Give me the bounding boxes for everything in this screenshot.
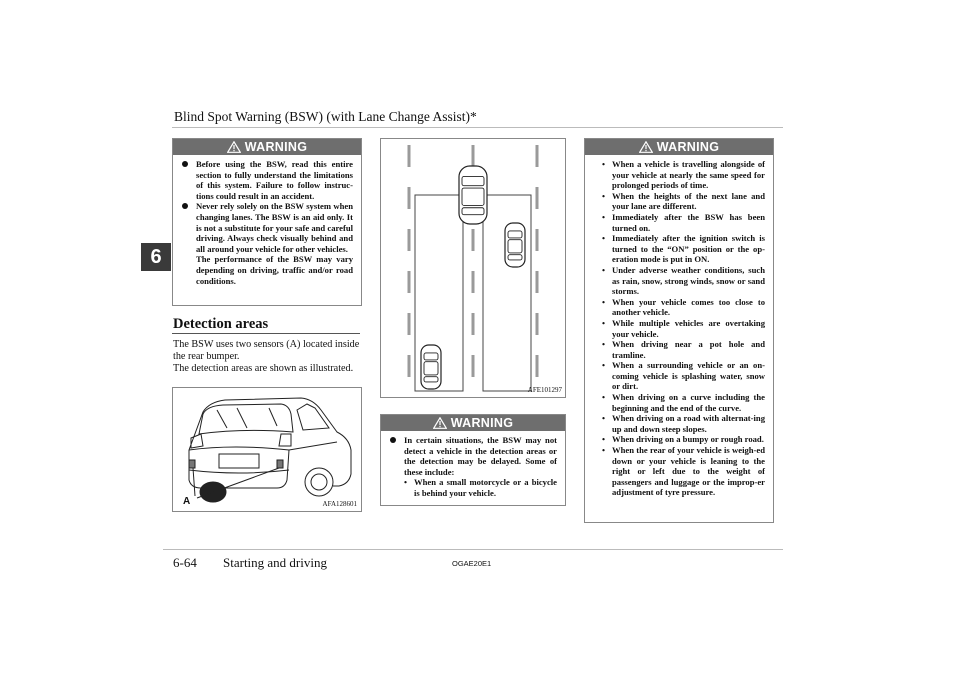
body-paragraph-2: The detection areas are shown as illustrated. — [173, 363, 354, 374]
warning-item: • When driving on a curve including the beginning and the end of the curve. — [601, 392, 765, 413]
chapter-tab: 6 — [141, 243, 171, 271]
warning-body — [173, 155, 361, 292]
rear-car-illustration — [172, 387, 362, 512]
header-divider — [172, 127, 783, 128]
warning-note: The performance of the BSW may vary depending on driving, traffic and/or road conditions. — [196, 254, 353, 286]
warning-triangle-icon — [227, 141, 241, 153]
warning-triangle-icon — [433, 417, 447, 429]
vehicle-left-lane — [421, 345, 441, 389]
warning-item: Never rely solely on the BSW system when changing lanes. The BSW is an aid only. It is not a substitute for your safe and careful driving. Always check visually behind and all around your vehicle for other vehicles. — [181, 201, 353, 254]
document-code: OGAE20E1 — [452, 559, 492, 568]
warning-item: • Immediately after the BSW has been turned on. — [601, 212, 765, 233]
section-divider — [172, 333, 360, 334]
figure-code: AFE101297 — [527, 386, 562, 394]
warning-header — [585, 139, 773, 155]
warning-heading: WARNING — [656, 140, 720, 154]
warning-item: • When the heights of the next lane and your lane are different. — [601, 191, 765, 212]
warning-item: In certain situations, the BSW may not detect a vehicle in the detection areas or the detection may be delayed. Some of these include: — [389, 435, 557, 477]
lane-dash — [472, 145, 475, 167]
figure-code: AFA128601 — [322, 500, 357, 508]
lane-dash — [408, 145, 411, 167]
footer-divider — [163, 549, 783, 550]
page-section-name: Starting and driving — [223, 555, 327, 570]
body-paragraph-1: The BSW uses two sensors (A) located inside the rear bumper. — [173, 339, 360, 362]
warning-item: • When driving near a pot hole and tramline. — [601, 339, 765, 360]
section-title: Detection areas — [173, 316, 269, 332]
warning-item: • Under adverse weather conditions, such as rain, snow, strong winds, snow or sand storms. — [601, 265, 765, 297]
lane-dash — [536, 271, 539, 293]
lane-dash — [408, 313, 411, 335]
warning-triangle-icon — [639, 141, 653, 153]
warning-item: • When a surrounding vehicle or an on-coming vehicle is splashing water, snow or dirt. — [601, 360, 765, 392]
lane-dash — [408, 187, 411, 209]
page-header-title: Blind Spot Warning (BSW) (with Lane Change Assist)* — [174, 109, 477, 124]
warning-box-2 — [380, 414, 566, 506]
lane-dash — [536, 145, 539, 167]
lane-dash — [408, 229, 411, 251]
lane-dash — [536, 355, 539, 377]
warning-header — [381, 415, 565, 431]
warning-heading: WARNING — [450, 416, 514, 430]
warning-item: • When your vehicle comes too close to another vehicle. — [601, 297, 765, 318]
own-vehicle — [459, 166, 487, 224]
warning-box-1 — [172, 138, 362, 306]
warning-item: • When driving on a road with alternat-ing up and down steep slopes. — [601, 413, 765, 434]
lane-dash — [408, 271, 411, 293]
lane-dash — [472, 313, 475, 335]
lane-dash — [472, 229, 475, 251]
warning-header — [173, 139, 361, 155]
lane-dash — [472, 355, 475, 377]
sensor-label: A — [183, 496, 191, 507]
lane-drawing — [381, 139, 565, 397]
warning-body — [585, 155, 773, 504]
warning-box-3 — [584, 138, 774, 523]
vehicle-right-lane — [505, 223, 525, 267]
lane-dash — [536, 229, 539, 251]
lane-dash — [536, 187, 539, 209]
warning-item: • When driving on a bumpy or rough road. — [601, 434, 765, 445]
detection-area-diagram — [380, 138, 566, 398]
warning-item: • When a vehicle is travelling alongside of your vehicle at nearly the same speed for prolonged periods of time. — [601, 159, 765, 191]
warning-heading: WARNING — [244, 140, 308, 154]
warning-item: • While multiple vehicles are overtaking your vehicle. — [601, 318, 765, 339]
lane-dash — [536, 313, 539, 335]
suv-rear-drawing — [173, 388, 361, 511]
right-detection-area — [483, 195, 531, 391]
lane-dash — [472, 271, 475, 293]
warning-item: • When the rear of your vehicle is weigh-ed down or your vehicle is leaning to the right or left due to the weight of passengers and luggage or the improp-er adjustment of tyre pressure. — [601, 445, 765, 498]
page-number: 6-64 — [173, 555, 197, 570]
warning-body — [381, 431, 565, 505]
lane-dash — [408, 355, 411, 377]
warning-item: Before using the BSW, read this entire section to fully understand the limitations of this system. Failure to follow instruc-tions could result in an accident. — [181, 159, 353, 201]
warning-item: • Immediately after the ignition switch is turned to the “ON” position or the op-eration mode is put in ON. — [601, 233, 765, 265]
warning-subitem: • When a small motorcycle or a bicycle is behind your vehicle. — [403, 477, 557, 498]
